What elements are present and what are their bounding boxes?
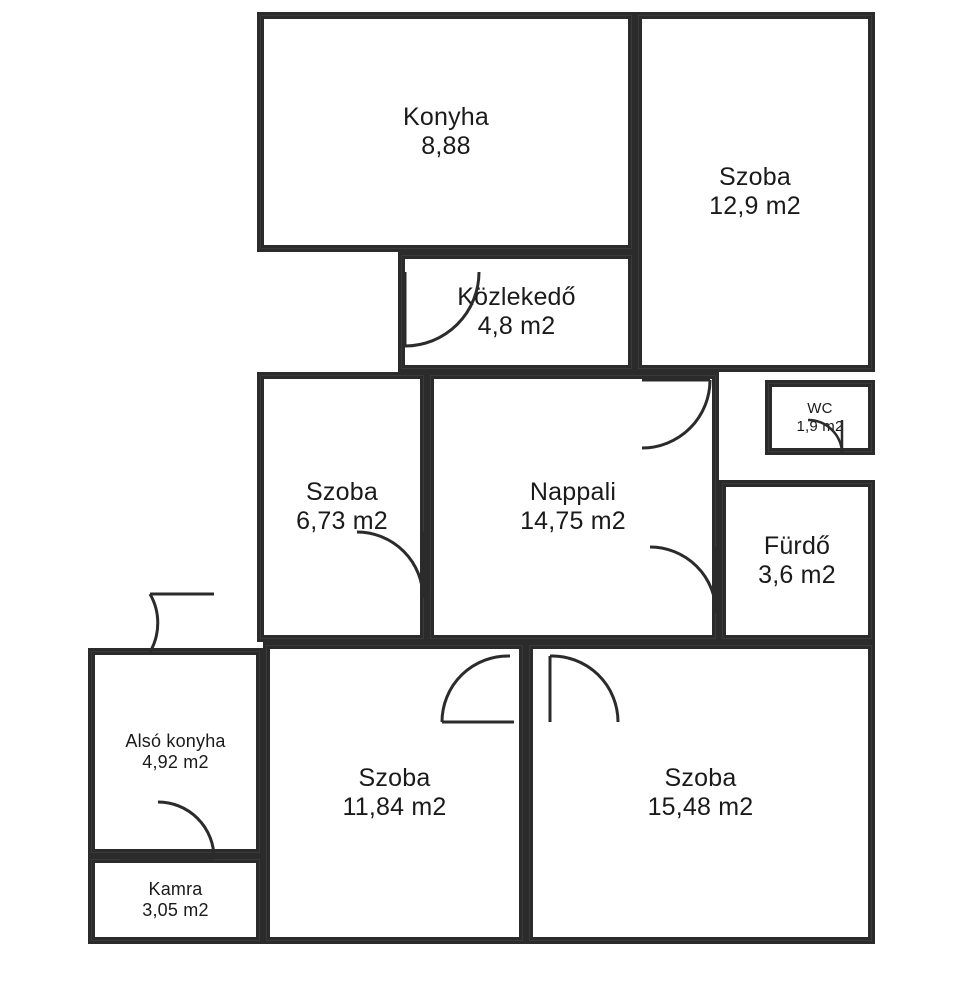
room-wc: [765, 380, 875, 455]
room-area: 6,73 m2: [296, 507, 388, 535]
room-area: 8,88: [421, 132, 471, 160]
room-kamra: [88, 856, 263, 944]
room-area: 3,6 m2: [758, 561, 836, 589]
room-area: 12,9 m2: [709, 192, 801, 220]
room-area: 11,84 m2: [342, 793, 447, 821]
room-area: 3,05 m2: [142, 900, 209, 920]
door-also-konyha-north: [148, 592, 218, 654]
room-name: Közlekedő: [457, 282, 576, 311]
room-szoba-15-48: [526, 642, 875, 944]
room-furdo: [719, 480, 875, 642]
room-kozlekedo: [398, 252, 635, 372]
room-name: Fürdő: [763, 531, 831, 560]
room-konyha: [257, 12, 635, 252]
room-area: 14,75 m2: [520, 507, 626, 535]
room-name: Kamra: [148, 878, 203, 899]
room-name: Szoba: [664, 763, 737, 792]
room-szoba-6-73: [257, 372, 427, 642]
room-nappali: [427, 372, 719, 642]
room-also-konyha: [88, 648, 263, 856]
room-area: 4,92 m2: [142, 752, 209, 772]
room-name: Szoba: [358, 763, 431, 792]
room-name: Szoba: [306, 477, 378, 506]
room-name: Konyha: [403, 102, 489, 131]
room-area: 4,8 m2: [477, 312, 556, 340]
room-area: 1,9 m2: [796, 417, 844, 435]
room-name: Nappali: [529, 477, 617, 506]
room-name: Alsó konyha: [125, 730, 226, 751]
room-szoba-12-9: [635, 12, 875, 372]
room-name: WC: [807, 399, 833, 417]
room-area: 15,48 m2: [647, 793, 754, 821]
room-szoba-11-84: [263, 642, 526, 944]
room-name: Szoba: [719, 162, 791, 191]
